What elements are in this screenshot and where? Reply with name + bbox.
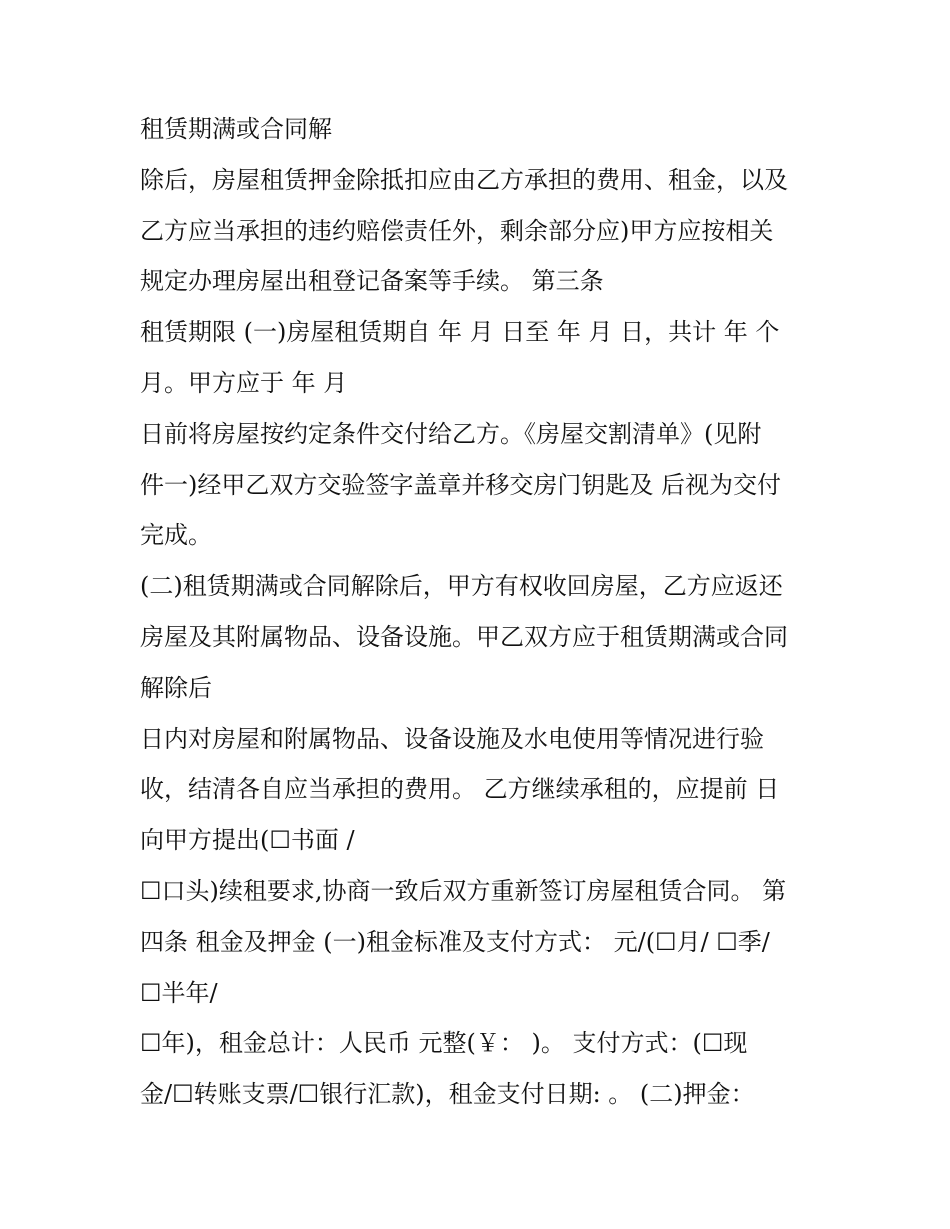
text-line: 乙方应当承担的违约赔偿责任外，剩余部分应)甲方应按相关 — [140, 216, 774, 245]
text-line: 日前将房屋按约定条件交付给乙方。《房屋交割清单》(见附 — [140, 419, 762, 448]
text-line: 月。甲方应于 年 月 — [140, 368, 348, 397]
text-line: ☐年)，租金总计：人民币 元整(￥： )。 支付方式：(☐现 — [140, 1029, 748, 1058]
text-line: 日内对房屋和附属物品、设备设施及水电使用等情况进行验 — [140, 724, 764, 753]
text-line: 向甲方提出(☐书面 / — [140, 826, 355, 855]
text-line: 租赁期满或合同解 — [140, 115, 332, 143]
text-line: ☐半年/ — [140, 978, 218, 1007]
text-line: 件一)经甲乙双方交验签字盖章并移交房门钥匙及 后视为交付 — [140, 470, 781, 499]
text-line: ☐口头)续租要求,协商一致后双方重新签订房屋租赁合同。 第 — [140, 876, 787, 905]
text-line: 规定办理房屋出租登记备案等手续。 第三条 — [140, 267, 604, 296]
text-line: 完成。 — [140, 521, 212, 550]
text-line: 解除后 — [140, 673, 212, 702]
text-line: 收，结清各自应当承担的费用。 乙方继续承租的，应提前 日 — [140, 775, 780, 804]
text-line: 租赁期限 (一)房屋租赁期自 年 月 日至 年 月 日，共计 年 个 — [140, 318, 780, 347]
text-line: 除后，房屋租赁押金除抵扣应由乙方承担的费用、租金，以及 — [140, 165, 788, 194]
contract-text — [140, 108, 830, 1124]
text-line: 四条 租金及押金 (一)租金标准及支付方式： 元/(☐月/ ☐季/ — [140, 927, 770, 956]
text-line: 金/☐转账支票/☐银行汇款)，租金支付日期: 。 (二)押金： — [140, 1080, 755, 1109]
text-line: (二)租赁期满或合同解除后，甲方有权收回房屋，乙方应返还 — [140, 572, 783, 601]
text-line: 房屋及其附属物品、设备设施。甲乙双方应于租赁期满或合同 — [140, 622, 788, 651]
